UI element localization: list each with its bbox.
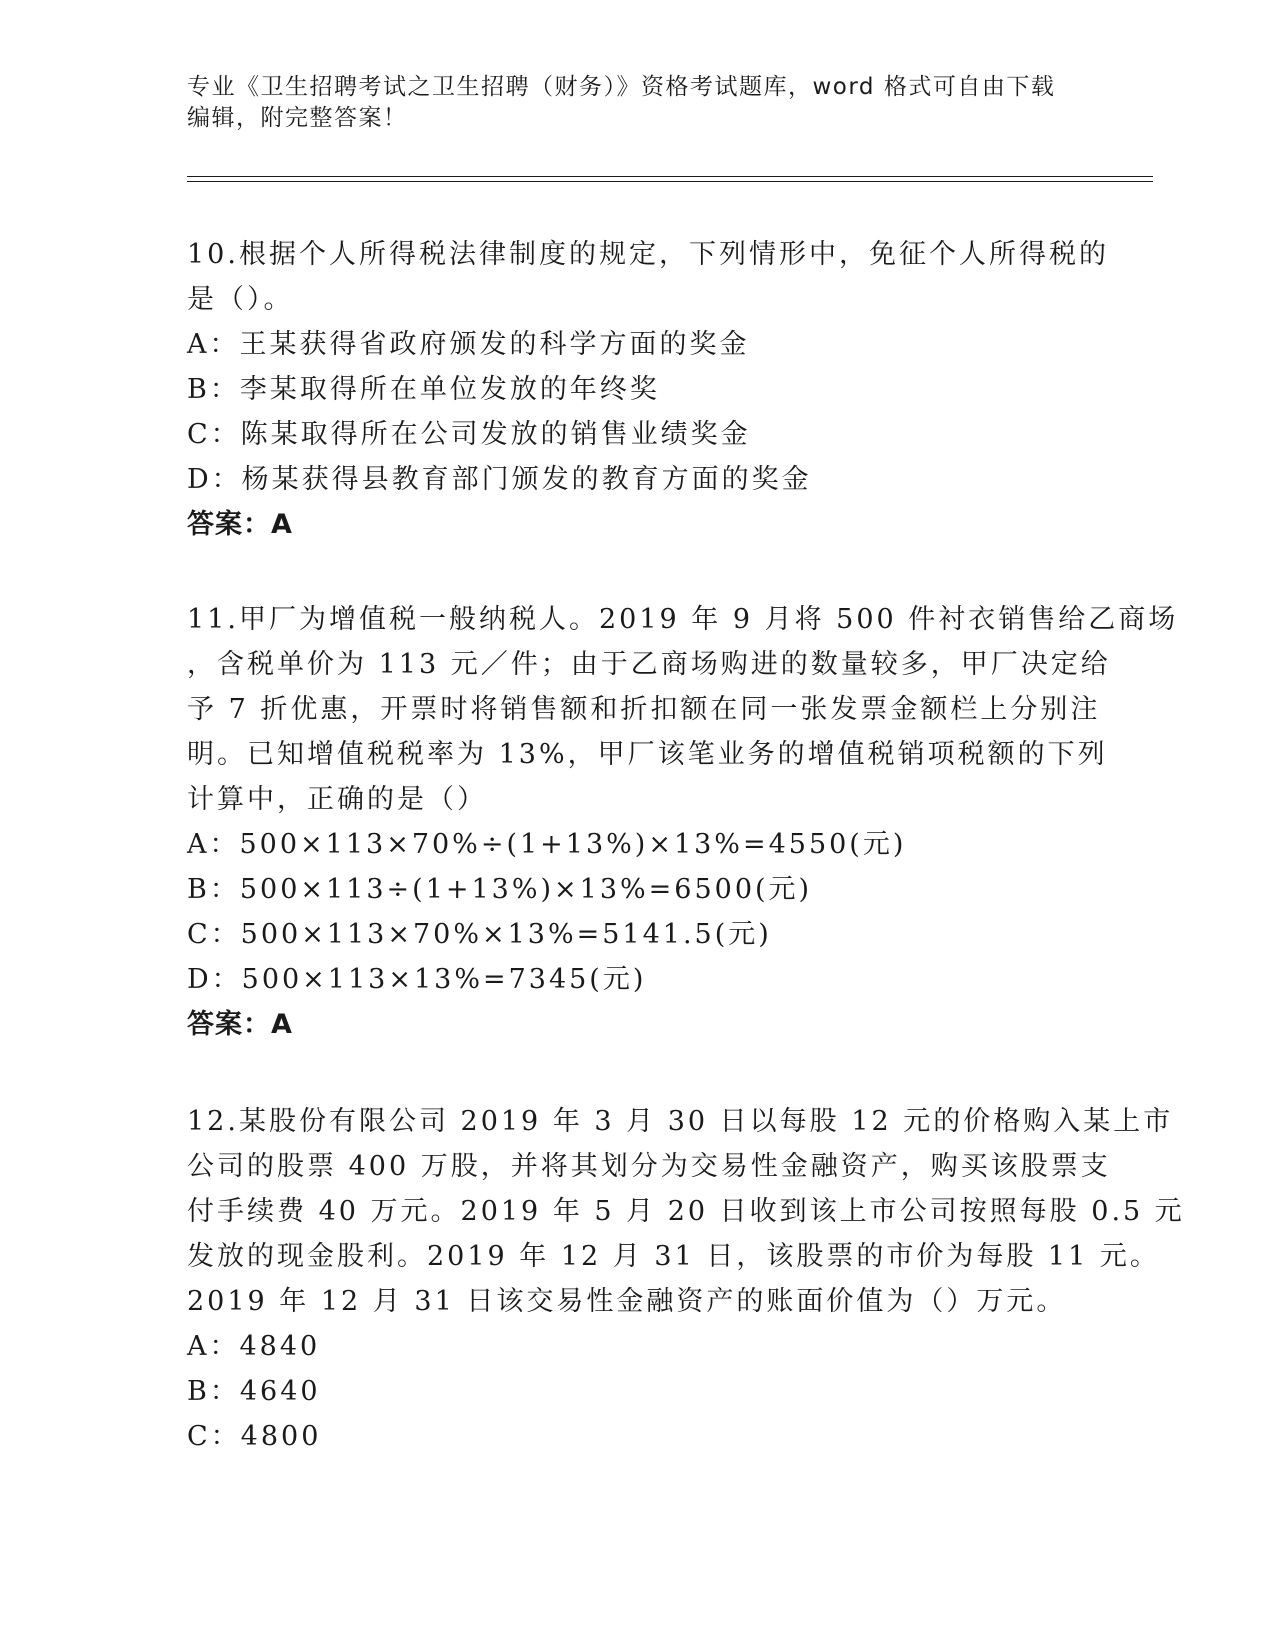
answer-line: 答案：A	[187, 1009, 293, 1040]
option-c: C：4800	[187, 1421, 322, 1452]
header-line-1: 专业《卫生招聘考试之卫生招聘（财务）》资格考试题库，word 格式可自由下载	[187, 74, 1056, 100]
question-stem-line: 付手续费 40 万元。2019 年 5 月 20 日收到该上市公司按照每股 0.5 元	[187, 1196, 1185, 1227]
question-stem-line: 予 7 折优惠，开票时将销售额和折扣额在同一张发票金额栏上分别注	[187, 694, 1101, 725]
question-stem-line: 计算中，正确的是（）	[187, 784, 487, 815]
question-stem-line: 明。已知增值税税率为 13%，甲厂该笔业务的增值税销项税额的下列	[187, 739, 1108, 770]
option-a: A：4840	[187, 1331, 321, 1362]
question-stem-line: 11.甲厂为增值税一般纳税人。2019 年 9 月将 500 件衬衣销售给乙商场	[187, 604, 1179, 635]
option-b: B：李某取得所在单位发放的年终奖	[187, 374, 660, 405]
header-divider-top	[187, 176, 1153, 177]
document-header	[187, 72, 1067, 134]
question-stem-line: 2019 年 12 月 31 日该交易性金融资产的账面价值为（）万元。	[187, 1286, 1067, 1317]
question-stem-line: ，含税单价为 113 元／件；由于乙商场购进的数量较多，甲厂决定给	[187, 649, 1111, 680]
option-a: A：500×113×70%÷(1+13%)×13%=4550(元)	[187, 829, 907, 860]
question-12	[187, 1099, 1185, 1459]
question-10	[187, 232, 1109, 547]
option-c: C：500×113×70%×13%=5141.5(元)	[187, 919, 772, 950]
question-stem-line: 是（）。	[187, 284, 294, 315]
question-11	[187, 597, 1179, 1047]
header-divider-bottom	[187, 181, 1153, 182]
header-line-2: 编辑，附完整答案！	[187, 105, 408, 131]
option-d: D：500×113×13%=7345(元)	[187, 964, 647, 995]
option-d: D：杨某获得县教育部门颁发的教育方面的奖金	[187, 464, 812, 495]
question-stem-line: 公司的股票 400 万股，并将其划分为交易性金融资产，购买该股票支	[187, 1151, 1111, 1182]
question-stem-line: 发放的现金股利。2019 年 12 月 31 日，该股票的市价为每股 11 元。	[187, 1241, 1160, 1272]
question-stem-line: 12.某股份有限公司 2019 年 3 月 30 日以每股 12 元的价格购入某上市	[187, 1106, 1174, 1137]
option-c: C：陈某取得所在公司发放的销售业绩奖金	[187, 419, 751, 450]
option-b: B：4640	[187, 1376, 321, 1407]
answer-line: 答案：A	[187, 509, 293, 540]
question-stem-line: 10.根据个人所得税法律制度的规定，下列情形中，免征个人所得税的	[187, 239, 1109, 270]
option-b: B：500×113÷(1+13%)×13%=6500(元)	[187, 874, 813, 905]
option-a: A：王某获得省政府颁发的科学方面的奖金	[187, 329, 750, 360]
